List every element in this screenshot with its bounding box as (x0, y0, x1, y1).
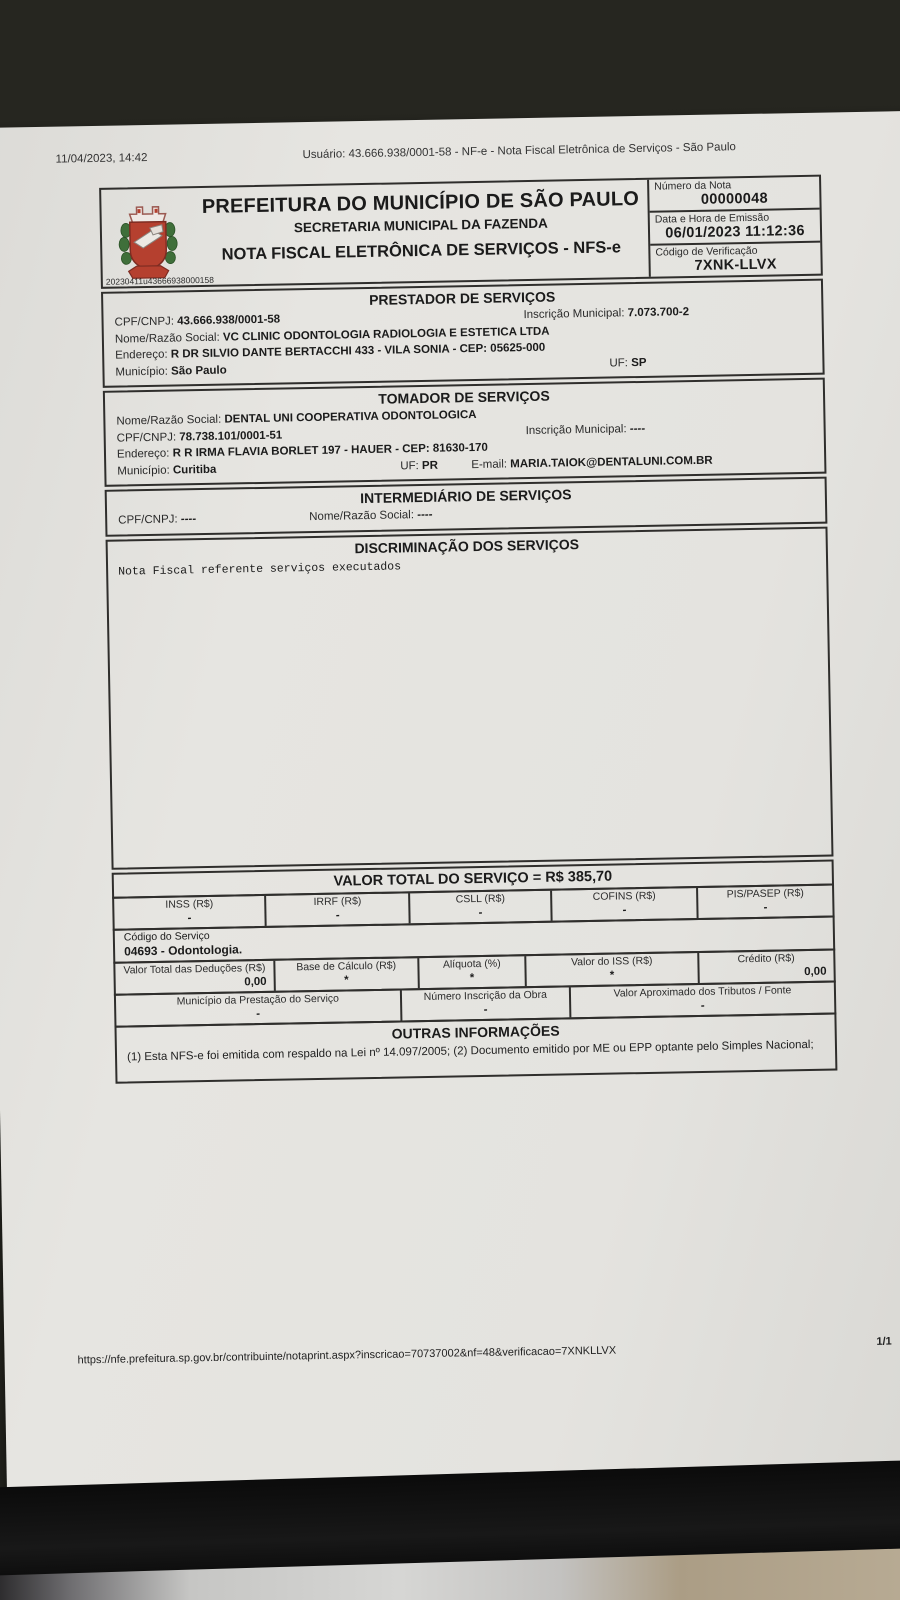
imposto-pis (696, 885, 832, 917)
print-code: 20230411u43666938000158 (105, 274, 215, 287)
discriminacao-title: DISCRIMINAÇÃO DOS SERVIÇOS (354, 535, 580, 556)
tomador-title: TOMADOR DE SERVIÇOS (378, 387, 550, 407)
imposto-label: PIS/PASEP (R$) (726, 886, 804, 900)
prestador-cpf-value: 43.666.938/0001-58 (177, 313, 281, 328)
valor-total-bar: VALOR TOTAL DO SERVIÇO = R$ 385,70 (112, 859, 834, 898)
imposto-value: - (335, 909, 340, 922)
aliquota-col (417, 956, 525, 988)
tomador-municipio-label: Município: (117, 464, 170, 478)
nota-number-label: Número da Nota (654, 179, 732, 193)
imposto-value: - (478, 906, 483, 919)
deducoes-value: 0,00 (244, 975, 267, 988)
prestador-title: PRESTADOR DE SERVIÇOS (368, 288, 556, 308)
codigo-servico-value: 04693 - Odontologia. (123, 941, 243, 959)
tributos-fonte-label: Valor Aproximado dos Tributos / Fonte (613, 983, 792, 1000)
footer-url: https://nfe.prefeitura.sp.gov.br/contribuinte/notaprint.aspx?inscricao=70737002&nf=48&verificacao=7XNKLLVX (77, 1344, 617, 1367)
prestador-nome-label: Nome/Razão Social: (114, 331, 220, 346)
imposto-inss (114, 895, 265, 928)
header-info-column (647, 177, 821, 277)
nfse-invoice (99, 175, 837, 1084)
department-title: SECRETARIA MUNICIPAL DA FAZENDA (293, 215, 548, 236)
printed-page (0, 111, 900, 1506)
emission-label: Data e Hora de Emissão (654, 211, 770, 226)
intermediario-cpf-label: CPF/CNPJ: (118, 513, 178, 527)
imposto-label: COFINS (R$) (592, 889, 656, 903)
tomador-endereco-label: Endereço: (116, 447, 170, 461)
imposto-value: - (622, 903, 627, 916)
imposto-value: - (187, 911, 192, 924)
tomador-cpf-value: 78.738.101/0001-51 (179, 429, 283, 443)
deducoes-label: Valor Total das Deduções (R$) (123, 961, 266, 977)
verification-value: 7XNK-LLVX (694, 256, 777, 274)
deducoes-col (115, 960, 273, 993)
page-indicator: 1/1 (876, 1335, 892, 1348)
intermediario-cpf-value: ---- (180, 513, 197, 526)
prestador-section (101, 279, 825, 388)
valor-iss-value: * (609, 969, 615, 982)
imposto-label: CSLL (R$) (455, 892, 505, 905)
credito-value: 0,00 (804, 965, 827, 978)
print-datetime: 11/04/2023, 14:42 (55, 151, 148, 166)
print-user-line: Usuário: 43.666.938/0001-58 - NF-e - Nota Fiscal Eletrônica de Serviços - São Paulo (302, 141, 736, 162)
tomador-im-label: Inscrição Municipal: (525, 422, 627, 437)
valor-iss-col (524, 953, 697, 986)
tomador-nome-value: DENTAL UNI COOPERATIVA ODONTOLOGICA (224, 408, 477, 426)
city-title: PREFEITURA DO MUNICÍPIO DE SÃO PAULO (201, 187, 640, 218)
aliquota-label: Alíquota (%) (442, 957, 501, 971)
aliquota-value: * (469, 971, 475, 984)
credito-label: Crédito (R$) (737, 951, 795, 965)
document-title: NOTA FISCAL ELETRÔNICA DE SERVIÇOS - NFS-e (221, 238, 622, 264)
prestador-im-label: Inscrição Municipal: (523, 307, 625, 322)
nota-number-value: 00000048 (700, 190, 769, 208)
base-calculo-value: * (344, 973, 349, 987)
imposto-csll (408, 890, 550, 923)
discriminacao-text: Nota Fiscal referente serviços executados (118, 559, 402, 579)
base-calculo-col (273, 958, 417, 991)
prestador-uf-value: SP (631, 356, 647, 369)
tomador-email-label: E-mail: (471, 457, 508, 471)
imposto-cofins (550, 888, 697, 921)
outras-informacoes-title: OUTRAS INFORMAÇÕES (391, 1022, 560, 1042)
tomador-nome-label: Nome/Razão Social: (116, 413, 222, 428)
codigo-servico-label: Código do Serviço (123, 929, 210, 944)
tomador-im-value: ---- (629, 422, 646, 435)
tomador-uf-label: UF: (400, 459, 419, 472)
inscricao-obra-label: Número Inscrição da Obra (423, 988, 547, 1003)
intermediario-nome-value: ---- (417, 508, 433, 522)
tomador-uf-value: PR (421, 459, 439, 472)
discriminacao-section (106, 526, 834, 869)
outras-informacoes-text: (1) Esta NFS-e foi emitida com respaldo na Lei nº 14.097/2005; (2) Documento emitido por ME ou EPP optante pelo Simples Nacional; (126, 1038, 814, 1063)
base-calculo-label: Base de Cálculo (R$) (296, 959, 397, 973)
prestador-municipio-value: São Paulo (171, 364, 227, 378)
tomador-endereco-value: R R IRMA FLAVIA BORLET 197 - HAUER - CEP: 81630-170 (172, 441, 488, 460)
outras-informacoes-section (114, 1012, 837, 1083)
prestador-endereco-label: Endereço: (115, 348, 168, 362)
inscricao-obra-value: - (483, 1003, 488, 1016)
sao-paulo-coat-of-arms-icon (101, 188, 195, 287)
credito-col (697, 950, 834, 982)
intermediario-nome-label: Nome/Razão Social: (309, 509, 415, 524)
prestador-municipio-label: Município: (115, 365, 169, 379)
municipio-prestacao-label: Município da Prestação do Serviço (176, 992, 340, 1008)
prestador-uf-label: UF: (609, 356, 629, 370)
tributos-fonte-value: - (700, 999, 705, 1012)
intermediario-title: INTERMEDIÁRIO DE SERVIÇOS (360, 486, 572, 507)
municipio-prestacao-value: - (256, 1007, 261, 1020)
imposto-irrf (264, 893, 409, 926)
tomador-section (103, 378, 827, 487)
prestador-cpf-label: CPF/CNPJ: (114, 315, 175, 329)
imposto-label: IRRF (R$) (313, 894, 362, 908)
invoice-header-box (99, 175, 823, 289)
prestador-endereco-value: R DR SILVIO DANTE BERTACCHI 433 - VILA SONIA - CEP: 05625-000 (170, 341, 546, 361)
tomador-email-value: MARIA.TAIOK@DENTALUNI.COM.BR (510, 454, 713, 470)
tributos-fonte-col (569, 982, 834, 1017)
emission-value: 06/01/2023 11:12:36 (665, 222, 805, 242)
tomador-municipio-value: Curitiba (172, 463, 217, 477)
tomador-cpf-label: CPF/CNPJ: (116, 430, 177, 445)
prestador-nome-value: VC CLINIC ODONTOLOGIA RADIOLOGIA E ESTETICA LTDA (222, 325, 550, 344)
inscricao-obra-col (399, 987, 569, 1020)
verification-label: Código de Verificação (655, 244, 758, 259)
imposto-value: - (763, 901, 768, 914)
imposto-label: INSS (R$) (165, 897, 214, 911)
prestador-im-value: 7.073.700-2 (627, 306, 690, 320)
valor-iss-label: Valor do ISS (R$) (570, 954, 653, 968)
